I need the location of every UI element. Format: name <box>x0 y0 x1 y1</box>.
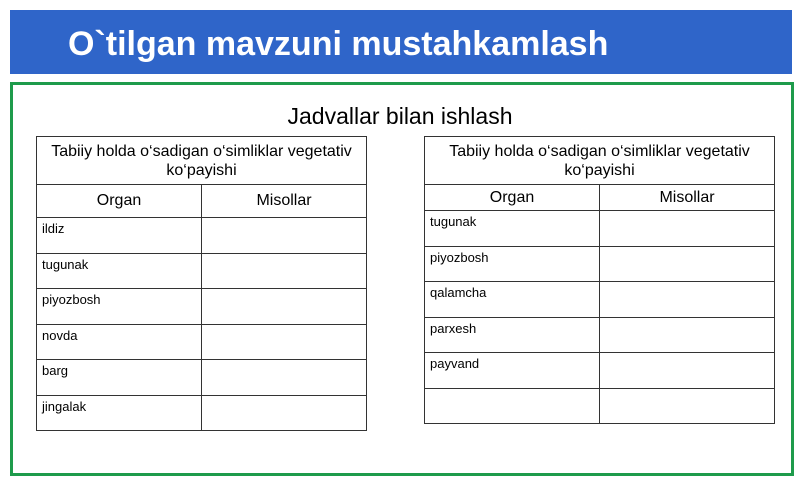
examples-cell[interactable] <box>600 211 775 247</box>
organ-cell: barg <box>37 360 202 396</box>
section-subtitle: Jadvallar bilan ishlash <box>287 103 513 129</box>
table-row <box>425 211 775 247</box>
organ-cell: ildiz <box>37 218 202 254</box>
right-table-caption: Tabiiy holda o‘sadigan o‘simliklar vegetativ ko‘payishi <box>425 137 775 185</box>
organ-cell: jingalak <box>37 395 202 431</box>
organ-cell: novda <box>37 324 202 360</box>
page-title: O`tilgan mavzuni mustahkamlash <box>68 25 609 63</box>
examples-cell[interactable] <box>202 360 367 396</box>
table-row <box>425 246 775 282</box>
table-row <box>37 253 367 289</box>
left-col-organ-header: Organ <box>37 185 202 218</box>
table-row <box>37 395 367 431</box>
examples-cell[interactable] <box>202 218 367 254</box>
organ-cell: payvand <box>425 353 600 389</box>
table-row <box>37 289 367 325</box>
examples-cell[interactable] <box>600 317 775 353</box>
table-row <box>37 218 367 254</box>
examples-cell[interactable] <box>202 395 367 431</box>
organ-cell: qalamcha <box>425 282 600 318</box>
organ-cell: piyozbosh <box>37 289 202 325</box>
left-table-caption: Tabiiy holda o‘sadigan o‘simliklar vegetativ ko‘payishi <box>37 137 367 185</box>
examples-cell[interactable] <box>202 289 367 325</box>
organ-cell[interactable] <box>425 388 600 424</box>
right-col-examples-header: Misollar <box>600 185 775 211</box>
organ-cell: tugunak <box>37 253 202 289</box>
title-banner <box>10 10 792 74</box>
table-row <box>425 317 775 353</box>
examples-cell[interactable] <box>600 353 775 389</box>
table-row <box>425 388 775 424</box>
organ-cell: tugunak <box>425 211 600 247</box>
table-row <box>425 353 775 389</box>
left-col-examples-header: Misollar <box>202 185 367 218</box>
right-col-organ-header: Organ <box>425 185 600 211</box>
organ-cell: piyozbosh <box>425 246 600 282</box>
organ-cell: parxesh <box>425 317 600 353</box>
examples-cell[interactable] <box>202 324 367 360</box>
table-row <box>37 360 367 396</box>
table-row <box>425 282 775 318</box>
examples-cell[interactable] <box>600 388 775 424</box>
examples-cell[interactable] <box>600 246 775 282</box>
examples-cell[interactable] <box>202 253 367 289</box>
right-table <box>424 136 775 424</box>
left-table <box>36 136 367 431</box>
examples-cell[interactable] <box>600 282 775 318</box>
table-row <box>37 324 367 360</box>
